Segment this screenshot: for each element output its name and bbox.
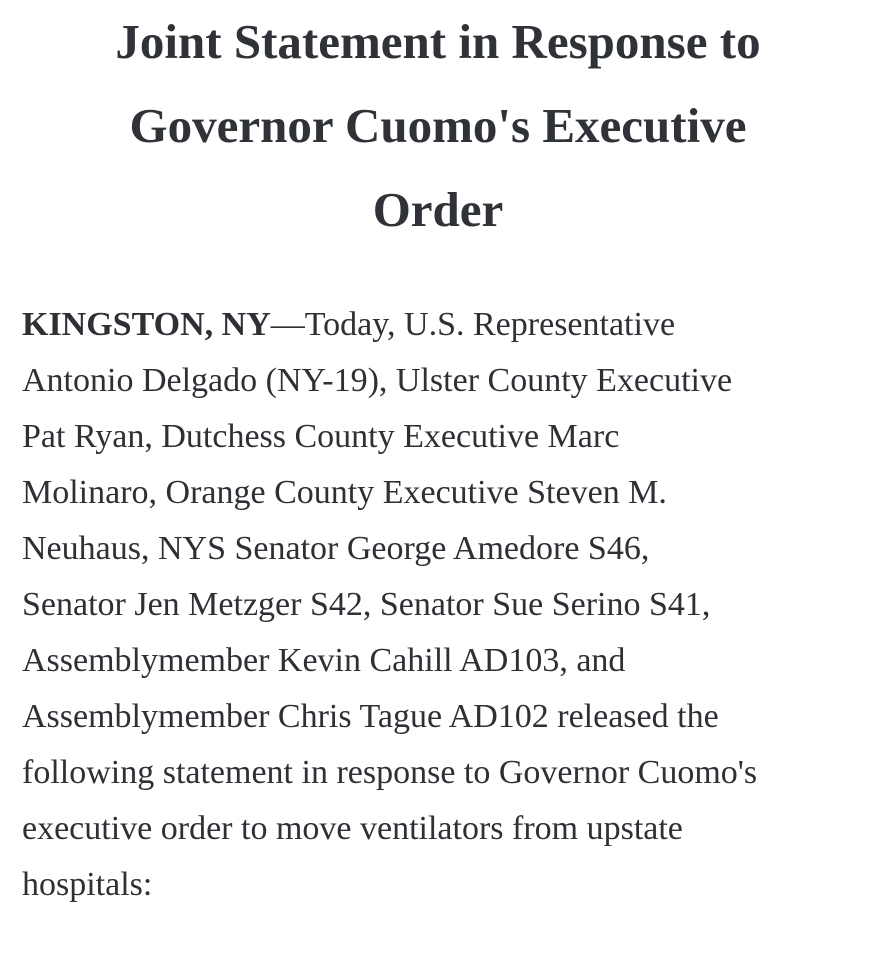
body-line bbox=[22, 297, 862, 353]
body-line: Assemblymember Kevin Cahill AD103, and bbox=[22, 642, 626, 679]
body-line: Molinaro, Orange County Executive Steven M. bbox=[22, 474, 667, 511]
body-line: following statement in response to Governor Cuomo's bbox=[22, 754, 758, 791]
statement-body bbox=[22, 297, 862, 913]
body-line: Neuhaus, NYS Senator George Amedore S46, bbox=[22, 530, 650, 567]
title-line: Order bbox=[372, 182, 504, 237]
title-line: Governor Cuomo's Executive bbox=[129, 98, 747, 153]
document-title bbox=[0, 0, 876, 252]
body-line: Antonio Delgado (NY-19), Ulster County Executive bbox=[22, 362, 733, 399]
body-line: hospitals: bbox=[22, 866, 153, 903]
body-line: Pat Ryan, Dutchess County Executive Marc bbox=[22, 418, 620, 455]
body-line: executive order to move ventilators from upstate bbox=[22, 810, 683, 847]
body-line-text: —Today, U.S. Representative bbox=[270, 306, 676, 343]
dateline: KINGSTON, NY bbox=[22, 306, 271, 343]
title-line: Joint Statement in Response to bbox=[115, 14, 761, 69]
body-line: Senator Jen Metzger S42, Senator Sue Serino S41, bbox=[22, 586, 711, 623]
body-line: Assemblymember Chris Tague AD102 released the bbox=[22, 698, 719, 735]
